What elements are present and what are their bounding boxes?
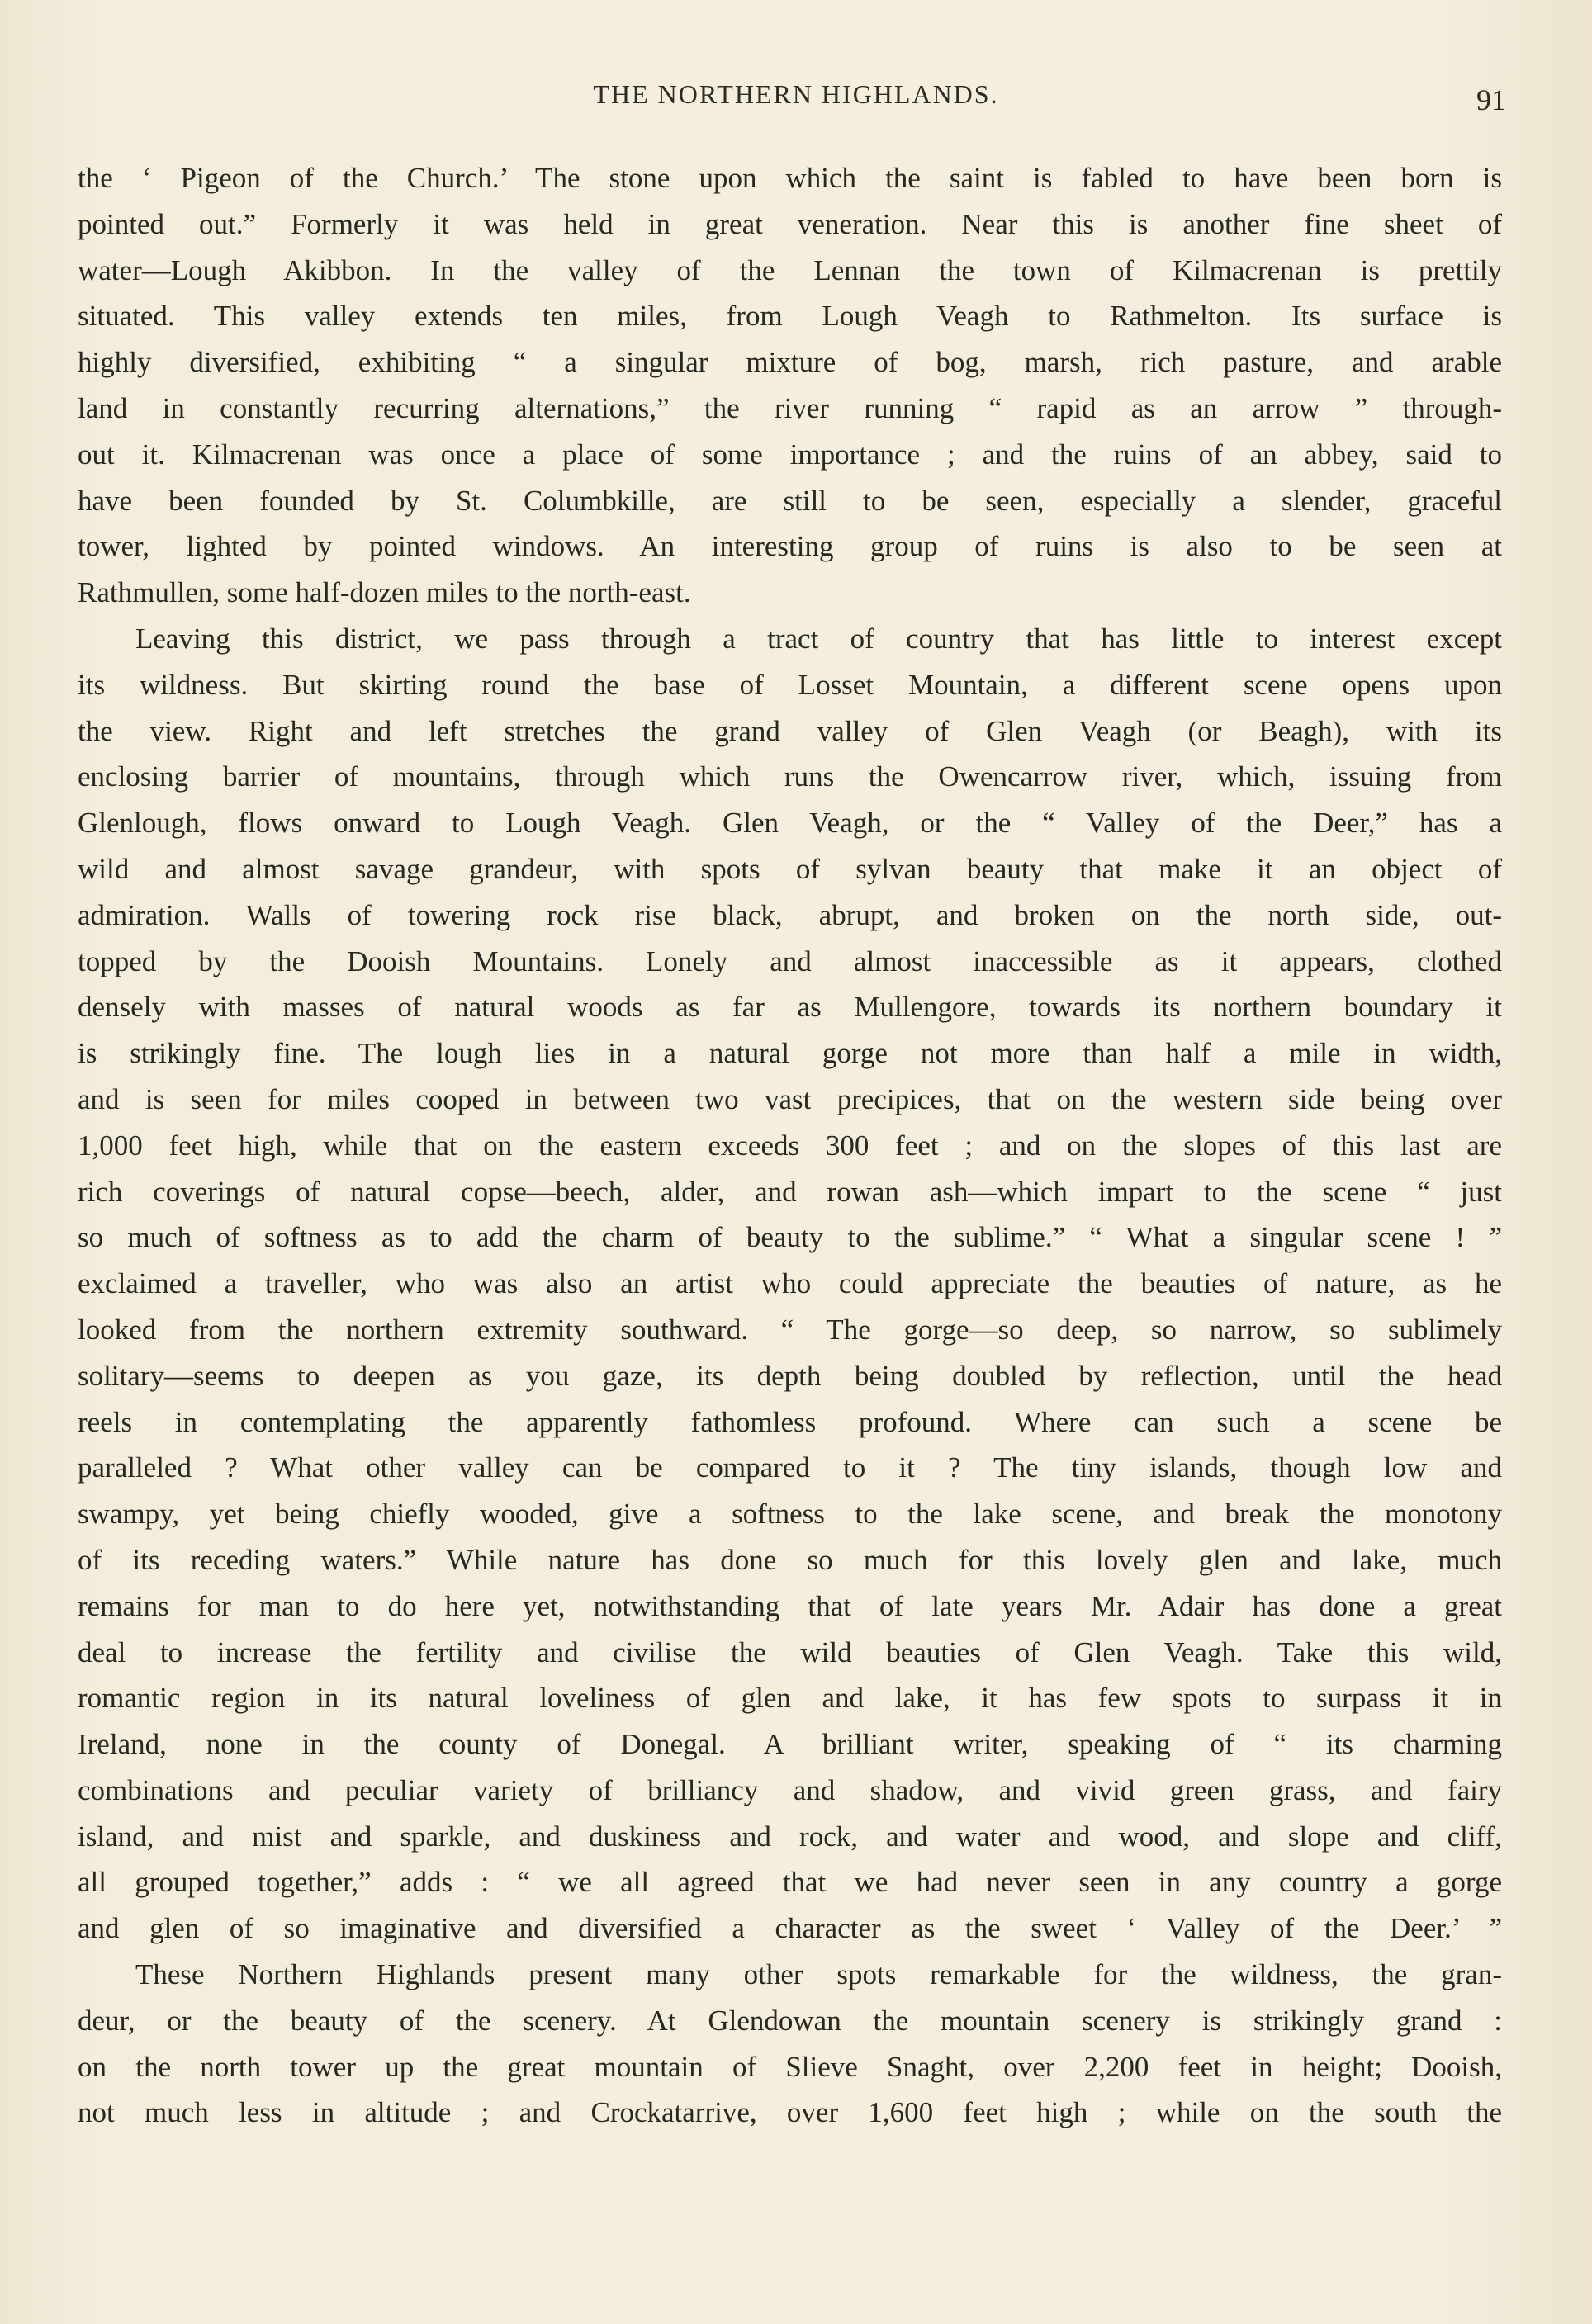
text-line: have been founded by St. Columbkille, are still to be seen, especially a slender, graceful [78,484,1502,517]
text-line: looked from the northern extremity southward. “ The gorge—so deep, so narrow, so sublimely [78,1313,1502,1346]
text-line: admiration. Walls of towering rock rise black, abrupt, and broken on the north side, out- [78,898,1502,931]
running-head: THE NORTHERN HIGHLANDS. [593,79,999,109]
text-line: the ‘ Pigeon of the Church.’ The stone upon which the saint is fabled to have been born is [78,162,1502,194]
text-line: paralleled ? What other valley can be compared to it ? The tiny islands, though low and [78,1451,1502,1484]
text-line: 1,000 feet high, while that on the eastern exceeds 300 feet ; and on the slopes of this last are [78,1129,1502,1162]
text-line: of its receding waters.” While nature has done so much for this lovely glen and lake, much [78,1543,1502,1576]
text-line: These Northern Highlands present many other spots remarkable for the wildness, the gran- [135,1958,1502,1991]
text-line: topped by the Dooish Mountains. Lonely and almost inaccessible as it appears, clothed [78,944,1502,977]
text-line: the view. Right and left stretches the grand valley of Glen Veagh (or Beagh), with its [78,714,1502,747]
text-line: rich coverings of natural copse—beech, alder, and rowan ash—which impart to the scene “ just [78,1175,1502,1208]
text-line: land in constantly recurring alternations,” the river running “ rapid as an arrow ” through- [78,391,1502,424]
text-line: wild and almost savage grandeur, with spots of sylvan beauty that make it an object of [78,852,1502,885]
text-line: situated. This valley extends ten miles, from Lough Veagh to Rathmelton. Its surface is [78,300,1502,333]
text-line: Leaving this district, we pass through a tract of country that has little to interest except [135,622,1502,655]
text-line: combinations and peculiar variety of brilliancy and shadow, and vivid green grass, and fairy [78,1773,1502,1806]
text-line: highly diversified, exhibiting “ a singular mixture of bog, marsh, rich pasture, and arable [78,346,1502,379]
text-line: on the north tower up the great mountain of Slieve Snaght, over 2,200 feet in height; Dooish, [78,2050,1502,2083]
text-line: reels in contemplating the apparently fathomless profound. Where can such a scene be [78,1405,1502,1438]
text-line: deal to increase the fertility and civilise the wild beauties of Glen Veagh. Take this wild, [78,1635,1502,1668]
page-number: 91 [1476,83,1506,116]
text-line: so much of softness as to add the charm of beauty to the sublime.” “ What a singular scene ! ” [78,1221,1502,1254]
text-line: romantic region in its natural loveliness of glen and lake, it has few spots to surpass it in [78,1682,1502,1715]
body-text [78,155,1502,2136]
text-line: deur, or the beauty of the scenery. At Glendowan the mountain scenery is strikingly grand : [78,2004,1502,2037]
text-line: solitary—seems to deepen as you gaze, its depth being doubled by reflection, until the head [78,1359,1502,1392]
text-line: out it. Kilmacrenan was once a place of some importance ; and the ruins of an abbey, said to [78,438,1502,471]
text-line: densely with masses of natural woods as far as Mullengore, towards its northern boundary it [78,991,1502,1024]
text-line: not much less in altitude ; and Crockatarrive, over 1,600 feet high ; while on the south the [78,2096,1502,2129]
text-line: and glen of so imaginative and diversified a character as the sweet ‘ Valley of the Deer.’ ” [78,1912,1502,1945]
text-line: all grouped together,” adds : “ we all agreed that we had never seen in any country a gorge [78,1866,1502,1899]
text-line: water—Lough Akibbon. In the valley of the Lennan the town of Kilmacrenan is prettily [78,253,1502,286]
text-line: Rathmullen, some half-dozen miles to the north-east. [78,576,691,609]
text-line: remains for man to do here yet, notwithstanding that of late years Mr. Adair has done a great [78,1589,1502,1622]
text-line: Glenlough, flows onward to Lough Veagh. Glen Veagh, or the “ Valley of the Deer,” has a [78,807,1502,840]
text-line: enclosing barrier of mountains, through which runs the Owencarrow river, which, issuing from [78,760,1502,793]
text-line: and is seen for miles cooped in between two vast precipices, that on the western side being over [78,1082,1502,1115]
text-line: is strikingly fine. The lough lies in a natural gorge not more than half a mile in width, [78,1037,1502,1070]
text-line: pointed out.” Formerly it was held in great veneration. Near this is another fine sheet of [78,207,1502,240]
text-line: Ireland, none in the county of Donegal. A brilliant writer, speaking of “ its charming [78,1728,1502,1761]
text-line: exclaimed a traveller, who was also an artist who could appreciate the beauties of nature, as he [78,1267,1502,1300]
text-line: swampy, yet being chiefly wooded, give a softness to the lake scene, and break the monotony [78,1498,1502,1531]
text-line: tower, lighted by pointed windows. An interesting group of ruins is also to be seen at [78,530,1502,563]
text-line: island, and mist and sparkle, and duskiness and rock, and water and wood, and slope and cliff, [78,1820,1502,1853]
text-line: its wildness. But skirting round the base of Losset Mountain, a different scene opens upon [78,668,1502,701]
